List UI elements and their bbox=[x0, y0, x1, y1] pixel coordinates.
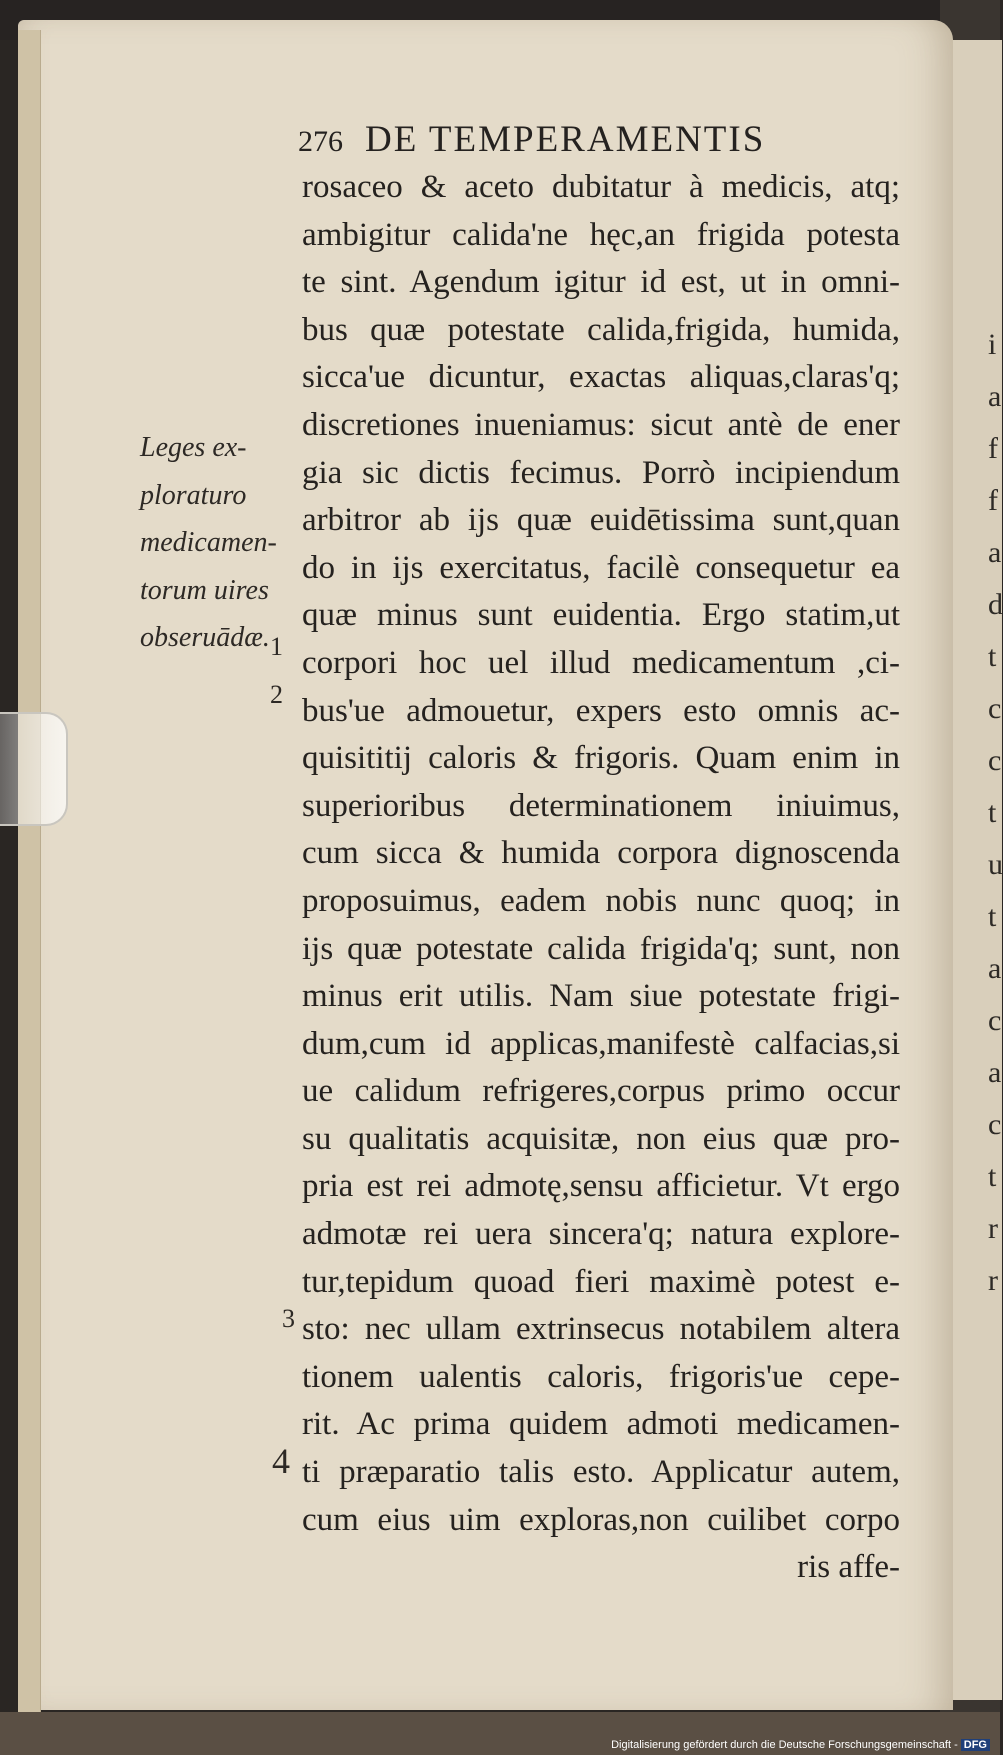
facing-page-letter: u bbox=[988, 848, 1003, 881]
digitization-credit bbox=[611, 1739, 990, 1751]
text-line: minus erit utilis. Nam siue potestate frigi- bbox=[302, 978, 900, 1015]
text-line: superioribus determinationem iniuimus, bbox=[302, 787, 900, 824]
facing-page-letter: f bbox=[988, 484, 998, 517]
margin-note-line: obseruādæ. bbox=[140, 622, 270, 654]
text-line: sto: nec ullam extrinsecus notabilem altera bbox=[302, 1311, 900, 1348]
margin-number-4: 4 bbox=[272, 1441, 290, 1481]
facing-page-letter: c bbox=[988, 1004, 1002, 1037]
text-line: rosaceo & aceto dubitatur à medicis, atq; bbox=[302, 169, 900, 205]
facing-page-letter: f bbox=[988, 432, 998, 465]
page-stack-edge bbox=[18, 30, 41, 1730]
facing-page-letter: a bbox=[988, 380, 1002, 413]
facing-page-letter: c bbox=[988, 1108, 1002, 1141]
facing-page-letter: a bbox=[988, 536, 1002, 569]
facing-page-letter: a bbox=[988, 1056, 1002, 1089]
facing-page-letter: c bbox=[988, 744, 1002, 777]
text-line: arbitror ab ijs quæ euidētissima sunt,quan bbox=[302, 502, 900, 539]
facing-page-letter: r bbox=[988, 1264, 998, 1297]
text-line: bus'ue admouetur, expers esto omnis ac- bbox=[302, 692, 900, 729]
text-line: sicca'ue dicuntur, exactas aliquas,claras'q; bbox=[302, 359, 900, 396]
text-line: ue calidum refrigeres,corpus primo occur bbox=[302, 1073, 900, 1110]
margin-note bbox=[140, 424, 300, 662]
margin-note-line: Leges ex- bbox=[140, 432, 247, 463]
text-line: quisititij caloris & frigoris. Quam enim in bbox=[302, 740, 900, 777]
facing-page-letter: t bbox=[988, 900, 997, 933]
running-header bbox=[298, 118, 765, 161]
facing-page-letter: t bbox=[988, 1160, 997, 1193]
body-text bbox=[302, 164, 900, 1592]
text-line: corpori hoc uel illud medicamentum ,ci- bbox=[302, 644, 900, 681]
text-line: cum eius uim exploras,non cuilibet corpo bbox=[302, 1501, 900, 1538]
text-line: pria est rei admotę,sensu afficietur. Vt ergo bbox=[302, 1168, 900, 1205]
text-line: ris affe- bbox=[797, 1549, 900, 1586]
dfg-logo: DFG bbox=[961, 1739, 990, 1751]
text-line: do in ijs exercitatus, facilè consequetur ea bbox=[302, 549, 900, 586]
text-line: tur,tepidum quoad fieri maximè potest e- bbox=[302, 1263, 900, 1300]
facing-page-letter: t bbox=[988, 640, 997, 673]
text-line: cum sicca & humida corpora dignoscenda bbox=[302, 835, 900, 872]
margin-note-line: medicamen- bbox=[140, 527, 277, 559]
margin-number-2: 2 bbox=[270, 680, 283, 709]
footer-strip bbox=[0, 1712, 1000, 1755]
text-line: admotæ rei uera sincera'q; natura explore- bbox=[302, 1216, 900, 1253]
text-line: ti præparatio talis esto. Applicatur autem, bbox=[302, 1454, 900, 1491]
margin-number-1: 1 bbox=[270, 632, 283, 661]
text-line: discretiones inueniamus: sicut antè de ener bbox=[302, 406, 900, 443]
credit-text: Digitalisierung gefördert durch die Deutsche Forschungsgemeinschaft - bbox=[611, 1739, 958, 1751]
text-line: ambigitur calida'ne hęc,an frigida potesta bbox=[302, 216, 900, 253]
text-line: proposuimus, eadem nobis nunc quoq; in bbox=[302, 882, 900, 919]
text-line: bus quæ potestate calida,frigida, humida, bbox=[302, 311, 900, 348]
facing-page-letter: t bbox=[988, 796, 997, 829]
text-line: te sint. Agendum igitur id est, ut in omni- bbox=[302, 264, 900, 301]
text-line: quæ minus sunt euidentia. Ergo statim,ut bbox=[302, 597, 900, 634]
text-line: su qualitatis acquisitæ, non eius quæ pro- bbox=[302, 1120, 900, 1157]
facing-page-letter: c bbox=[988, 692, 1002, 725]
page-clip bbox=[0, 712, 68, 826]
text-line: gia sic dictis fecimus. Porrò incipiendum bbox=[302, 454, 900, 491]
text-line: ijs quæ potestate calida frigida'q; sunt, non bbox=[302, 930, 900, 967]
text-line: tionem ualentis caloris, frigoris'ue cepe- bbox=[302, 1358, 900, 1395]
facing-page-letter: i bbox=[988, 328, 997, 361]
margin-note-line: ploraturo bbox=[140, 479, 247, 511]
facing-page-letter: r bbox=[988, 1212, 998, 1245]
text-line: dum,cum id applicas,manifestè calfacias,si bbox=[302, 1025, 900, 1062]
page-number: 276 bbox=[298, 125, 343, 158]
text-line: rit. Ac prima quidem admoti medicamen- bbox=[302, 1406, 900, 1443]
running-head-title: DE TEMPERAMENTIS bbox=[365, 119, 766, 160]
margin-number-3: 3 bbox=[282, 1304, 295, 1333]
facing-page-letter: a bbox=[988, 952, 1002, 985]
facing-page-edge bbox=[950, 40, 1002, 1700]
facing-page-letter: d bbox=[988, 588, 1003, 621]
margin-note-line: torum uires bbox=[140, 574, 269, 606]
